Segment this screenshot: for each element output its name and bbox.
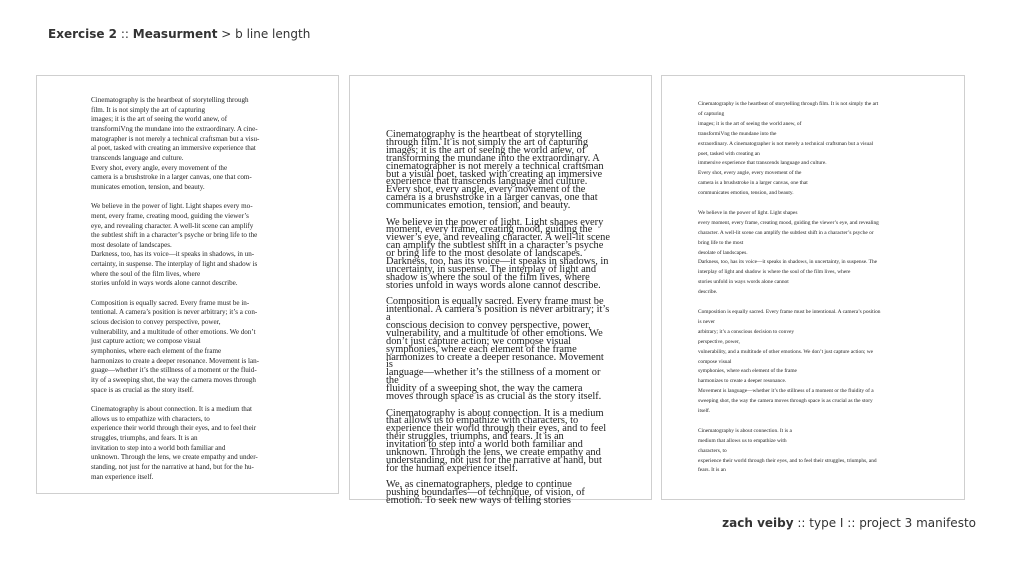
page-sample-1 — [36, 75, 339, 494]
text-line: most desolate of landscapes. — [91, 240, 172, 249]
text-line: viewer’s eye, and revealing character. A well-lit scene — [386, 232, 610, 244]
text-line: eye, and revealing character. A well-lit scene can amplify — [91, 221, 254, 230]
paragraph — [386, 407, 646, 474]
header-separator: :: — [117, 27, 133, 41]
text-line: experience their world through their eyes, and to feel — [386, 423, 607, 435]
text-line: invitation to step into a world both familiar and — [91, 443, 226, 452]
paragraph — [698, 427, 943, 477]
text-line: film. It is not simply the art of capturing — [91, 105, 206, 114]
text-line: is — [386, 359, 393, 371]
text-line: sweeping shot, the way the camera moves through space is as crucial as the story — [698, 398, 873, 405]
text-line: matographer is not merely a technical craftsman but a visu- — [91, 134, 260, 143]
text-line: Cinematography is about connection. It is a — [698, 427, 792, 434]
page-text — [698, 100, 943, 486]
text-line: Every shot, every angle, every movement of the — [91, 163, 228, 172]
text-line: compose visual — [698, 358, 732, 365]
text-line: itself. — [698, 408, 711, 415]
text-line: vulnerability, and a multitude of other emotions. We — [386, 327, 603, 339]
text-line: transforming the mundane into the extraordinary. A — [386, 152, 600, 164]
paragraph — [698, 100, 943, 199]
author-name: zach veiby — [722, 516, 794, 530]
text-line: or bring life to the most desolate of landscapes. — [386, 248, 583, 260]
text-line: describe. — [698, 289, 718, 296]
text-line: experience their world through their eyes, and to feel their — [91, 424, 257, 433]
text-line: bring life to the most — [698, 239, 744, 246]
text-line: moves through space is as crucial as the story itself. — [386, 391, 602, 403]
text-line: stories unfold in ways words alone cannot — [698, 279, 789, 286]
text-line: al poet, tasked with creating an immersive experience that — [91, 144, 256, 153]
text-line: character. A well-lit scene can amplify the subtlest shift in a character’s psyche or — [698, 229, 874, 236]
text-line: Movement is language—whether it’s the stillness of a moment or the fluidity of a — [698, 388, 874, 395]
text-line: stories unfold in ways words alone cannot describe. — [386, 279, 601, 291]
footer-separator: :: — [843, 516, 860, 530]
text-line: communicates emotion, tension, and beauty. — [386, 200, 571, 212]
text-line: We believe in the power of light. Light shapes every mo- — [91, 202, 253, 211]
course-name: type I — [809, 516, 844, 530]
text-line: but a visual poet, tasked with creating an immersive — [386, 168, 603, 180]
text-line: standing, not just for the narrative at hand, but for the hu- — [91, 462, 254, 471]
text-line: unknown. Through the lens, we create empathy and — [386, 447, 601, 459]
text-line: allows us to empathize with characters, to — [91, 414, 210, 423]
header-separator: > — [217, 27, 236, 41]
text-line: conscious decision to convey perspective, power, — [386, 319, 591, 331]
text-line: transcends language and culture. — [91, 153, 184, 162]
text-line: Darkness, too, has its voice—it speaks in shadows, in — [386, 256, 609, 268]
text-line: Cinematography is the heartbeat of storytelling — [386, 129, 582, 140]
text-line: Cinematography is the heartbeat of storytelling through — [91, 96, 249, 104]
text-line: symphonies, where each element of the frame — [698, 368, 797, 375]
text-line: the — [386, 375, 399, 387]
text-line: vulnerability, and a multitude of other emotions. We don’t just capture action; we — [698, 348, 874, 355]
text-line: unknown. Through the lens, we create empathy and under- — [91, 453, 258, 462]
text-line: tentional. A camera’s position is never arbitrary; it’s a con- — [91, 308, 258, 317]
text-line: communicates emotion, tension, and beauty. — [698, 190, 794, 197]
text-line: desolate of landscapes. — [698, 249, 748, 256]
text-line: symphonies, where each element of the frame — [91, 347, 222, 356]
text-line: man experience itself. — [91, 472, 154, 481]
text-line: a — [386, 312, 391, 324]
page-sample-3 — [661, 75, 965, 500]
text-line: can amplify the subtlest shift in a character’s psyche — [386, 240, 604, 252]
text-line: certainty, in suspense. The interplay of light and shadow is — [91, 260, 258, 269]
text-line: Composition is equally sacred. Every frame must be — [386, 296, 604, 308]
text-line: guage—whether it’s the stillness of a moment or the fluid- — [91, 366, 257, 375]
text-line: Every shot, every angle, every movement of the — [386, 184, 586, 196]
text-line: the subtlest shift in a character’s psyche or bring life to the — [91, 231, 258, 240]
text-line: uncertainty, in suspense. The interplay of light and — [386, 264, 597, 275]
text-line: Cinematography is the heartbeat of storytelling through film. It is not simply the art — [698, 101, 879, 107]
paragraph — [386, 216, 646, 291]
text-line: struggles, triumphs, and fears. It is an — [91, 433, 198, 442]
text-line: experience their world through their eyes, and to feel their struggles, triumphs, and — [698, 457, 877, 464]
text-line: every moment, every frame, creating mood, guiding the viewer’s eye, and revealing — [698, 219, 879, 226]
text-line: arbitrary; it’s a conscious decision to convey — [698, 328, 795, 335]
text-line: don’t just capture action; we compose visual — [386, 335, 572, 347]
text-line: camera is a brushstroke in a larger canvas, one that — [386, 192, 598, 204]
slide-header — [48, 27, 310, 41]
section-label: Measurment — [132, 27, 218, 41]
text-line: of capturing — [698, 110, 725, 117]
slide-footer — [722, 516, 976, 530]
text-line: space is as crucial as the story itself. — [91, 385, 194, 394]
text-line: Darkness, too, has its voice—it speaks in shadows, in uncertainty, in suspense. The — [698, 259, 878, 266]
text-line: camera is a brushstroke in a larger canvas, one that — [698, 180, 808, 187]
text-line: pushing boundaries—of technique, of vision, of — [386, 487, 585, 499]
text-line: fluidity of a sweeping shot, the way the camera — [386, 383, 583, 395]
text-line: ity of a sweeping shot, the way the camera moves through — [91, 376, 256, 384]
text-line: harmonizes to create a deeper resonance. — [698, 378, 787, 385]
text-line: perspective, power, — [698, 338, 740, 345]
text-line: interplay of light and shadow is where the soul of the film lives, where — [698, 269, 851, 276]
page-text — [91, 96, 291, 492]
subject-label: b line length — [235, 27, 311, 41]
paragraph — [91, 96, 291, 193]
text-line: immersive experience that transcends language and culture. — [698, 160, 827, 167]
paragraph — [91, 405, 291, 482]
text-line: harmonizes to create a deeper resonance. Movement is lan- — [91, 356, 260, 365]
text-line: understanding, not just for the narrative at hand, but — [386, 454, 602, 466]
text-line: that allows us to empathize with characters, to — [386, 415, 579, 427]
text-line: Every shot, every angle, every movement of the — [698, 170, 802, 177]
text-line: symphonies, where each element of the frame — [386, 343, 577, 355]
text-line: experience that transcends language and culture. — [386, 176, 588, 188]
paragraph — [698, 209, 943, 298]
text-line: fears. It is an — [698, 467, 726, 474]
text-line: vulnerability, and a multitude of other emotions. We don’t — [91, 327, 256, 336]
paragraph — [698, 308, 943, 417]
text-line: Darkness, too, has its voice—it speaks in shadows, in un- — [91, 250, 255, 259]
text-line: ment, every frame, creating mood, guiding the viewer’s — [91, 211, 249, 220]
text-line: images; it is the art of seeing the world anew, of — [91, 115, 228, 124]
paragraph — [386, 131, 646, 210]
text-line: for the human experience itself. — [386, 462, 518, 474]
project-name: project 3 manifesto — [859, 516, 976, 530]
paragraph — [91, 299, 291, 396]
page-text — [386, 131, 646, 513]
text-line: transformiVng the mundane into the extraordinary. A cine- — [91, 124, 258, 133]
text-line: medium that allows us to empathize with — [698, 437, 787, 444]
exercise-label: Exercise 2 — [48, 27, 118, 41]
text-line: harmonizes to create a deeper resonance. Movement — [386, 351, 604, 363]
text-line: Composition is equally sacred. Every frame must be in- — [91, 298, 250, 307]
text-line: is never — [698, 318, 715, 325]
text-line: emotion. To seek new ways of telling stories — [386, 495, 571, 507]
text-line: moment, every frame, creating mood, guiding the — [386, 224, 593, 236]
page-sample-2 — [349, 75, 652, 507]
text-line: where the soul of the film lives, where — [91, 269, 201, 278]
text-line: cinematographer is not merely a technical craftsman — [386, 160, 604, 172]
text-line: intentional. A camera’s position is never arbitrary; it’s — [386, 304, 610, 316]
text-line: We believe in the power of light. Light shapes — [698, 209, 798, 216]
text-line: invitation to step into a world both familiar and — [386, 439, 583, 451]
text-line: extraordinary. A cinematographer is not merely a technical craftsman but a visual — [698, 140, 874, 147]
paragraph — [386, 481, 646, 505]
paragraph — [386, 298, 646, 401]
text-line: Cinematography is about connection. It is a medium — [386, 407, 604, 419]
text-line: characters, to — [698, 447, 727, 454]
text-line: camera is a brushstroke in a larger canvas, one that com- — [91, 173, 252, 182]
text-line: We believe in the power of light. Light shapes every — [386, 216, 604, 228]
text-line: images; it is the art of seeing the world anew, of — [386, 144, 586, 156]
footer-separator: :: — [793, 516, 810, 530]
text-line: transformiVng the mundane into the — [698, 130, 777, 137]
text-line: scious decision to convey perspective, power, — [91, 318, 221, 327]
text-line: poet, tasked with creating an — [698, 150, 760, 157]
text-line: images; it is the art of seeing the world anew, of — [698, 120, 802, 127]
text-line: We, as cinematographers, pledge to continue — [386, 479, 572, 491]
text-line: through film. It is not simply the art of capturing — [386, 136, 589, 148]
text-line: Cinematography is about connection. It is a medium that — [91, 404, 252, 413]
text-line: language—whether it’s the stillness of a moment or — [386, 367, 601, 379]
text-line: stories unfold in ways words alone cannot describe. — [91, 279, 238, 288]
text-line: shadow is where the soul of the film lives, where — [386, 271, 590, 283]
text-line: their struggles, triumphs, and fears. It is an — [386, 431, 564, 443]
text-line: municates emotion, tension, and beauty. — [91, 182, 205, 191]
text-line: Composition is equally sacred. Every frame must be intentional. A camera’s position — [698, 309, 881, 315]
paragraph — [91, 202, 291, 289]
text-line: just capture action; we compose visual — [91, 337, 201, 346]
